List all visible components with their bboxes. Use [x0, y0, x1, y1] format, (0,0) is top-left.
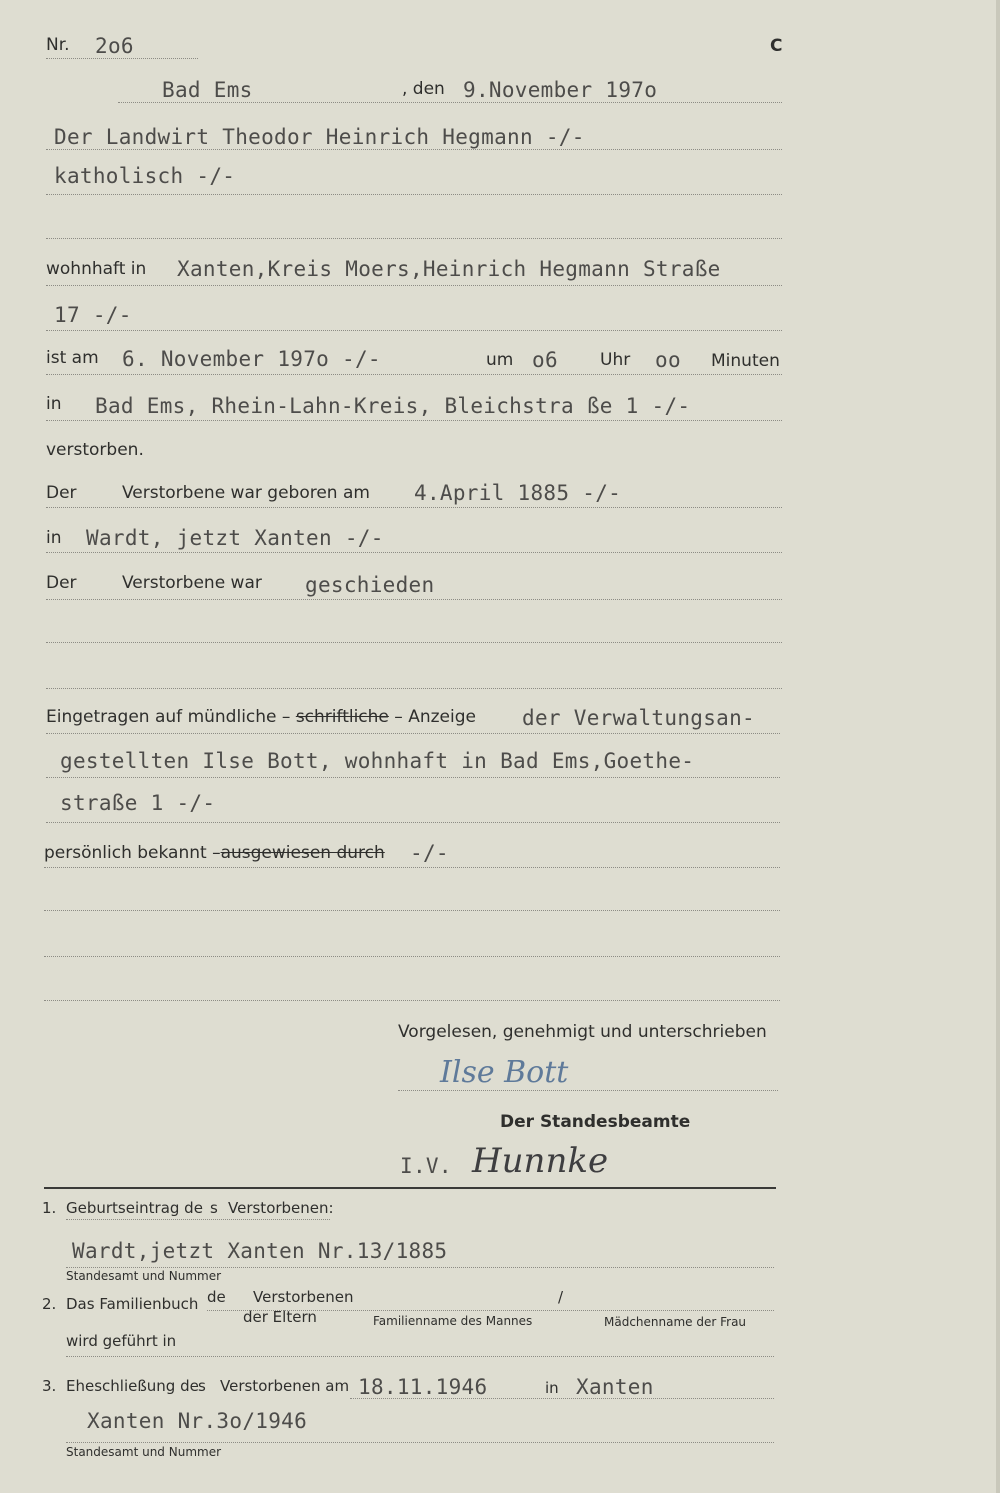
line [46, 552, 782, 553]
residence-line-2: 17 -/- [54, 303, 132, 327]
corner-letter: C [770, 36, 783, 56]
standesamt-caption-2: Standesamt und Nummer [66, 1445, 222, 1459]
residence-line-1: Xanten,Kreis Moers,Heinrich Hegmann Straße [177, 257, 721, 281]
identity-label-a: persönlich bekannt – [44, 843, 221, 863]
informant-line-3: straße 1 -/- [60, 791, 216, 815]
line [66, 1442, 774, 1443]
identity-label [44, 845, 385, 862]
marital-status: geschieden [305, 573, 435, 597]
informant-signature: Ilse Bott [440, 1055, 569, 1090]
standesamt-caption-1: Standesamt und Nummer [66, 1269, 222, 1283]
line [46, 599, 782, 600]
date-label: , den [402, 79, 445, 99]
signature-line [398, 1090, 778, 1091]
date-line [118, 102, 782, 103]
registrar-signature: Hunnke [472, 1141, 609, 1181]
death-hour: o6 [532, 348, 558, 372]
birth-register-entry: Wardt,jetzt Xanten Nr.13/1885 [72, 1239, 448, 1263]
um-label: um [486, 350, 514, 370]
page-edge [996, 0, 1000, 1493]
record-date: 9.November 197o [463, 78, 658, 102]
line [46, 777, 780, 778]
note-2-eltern: der Eltern [243, 1308, 317, 1326]
line [46, 822, 780, 823]
identity-label-struck: ausgewiesen durch [220, 843, 385, 863]
birth-der-label: Der [46, 483, 77, 503]
marriage-place: Xanten [576, 1375, 654, 1399]
uhr-label: Uhr [600, 350, 631, 370]
iv-label: I.V. [400, 1154, 452, 1178]
place-of-record: Bad Ems [162, 78, 253, 102]
note-3-in: in [545, 1379, 559, 1397]
line [46, 733, 780, 734]
deceased-line-1: Der Landwirt Theodor Heinrich Hegmann -/- [54, 125, 585, 149]
death-date: 6. November 197o -/- [122, 347, 381, 371]
informant-line-1: der Verwaltungsan- [522, 706, 755, 730]
note-2-slash: / [558, 1288, 564, 1306]
status-label: Verstorbene war [122, 573, 262, 593]
line [66, 1356, 774, 1357]
note-1-label-2: Verstorbenen: [228, 1199, 334, 1217]
note-2-gefuehrt: wird geführt in [66, 1332, 177, 1350]
entry-label [46, 709, 476, 726]
death-place: Bad Ems, Rhein-Lahn-Kreis, Bleichstra ße 1 -/- [95, 394, 691, 418]
deceased-line-2: katholisch -/- [54, 164, 236, 188]
line [44, 1000, 780, 1001]
residence-label: wohnhaft in [46, 259, 147, 279]
note-3-suffix: s [198, 1377, 206, 1395]
line [46, 194, 782, 195]
line [44, 867, 780, 868]
nr-label: Nr. [46, 35, 70, 55]
line [46, 149, 782, 150]
death-date-label: ist am [46, 348, 99, 368]
register-number: 2o6 [95, 34, 134, 58]
line [46, 374, 782, 375]
line [66, 1219, 330, 1220]
birth-label: Verstorbene war geboren am [122, 483, 370, 503]
line [46, 642, 782, 643]
marriage-date: 18.11.1946 [358, 1375, 488, 1399]
note-2-number: 2. [42, 1295, 57, 1313]
entry-label-b: – Anzeige [394, 707, 476, 727]
note-1-suffix: s [210, 1199, 218, 1217]
birth-place: Wardt, jetzt Xanten -/- [86, 526, 384, 550]
registrar-title: Der Standesbeamte [500, 1112, 691, 1132]
verstorben-label: verstorben. [46, 440, 144, 460]
marriage-register-entry: Xanten Nr.3o/1946 [87, 1409, 308, 1433]
note-3-label-2: Verstorbenen am [220, 1377, 350, 1395]
status-der-label: Der [46, 573, 77, 593]
entry-label-struck: schriftliche [295, 707, 389, 727]
line [46, 238, 782, 239]
death-minutes: oo [655, 348, 681, 372]
birth-date: 4.April 1885 -/- [414, 481, 622, 505]
informant-line-2: gestellten Ilse Bott, wohnhaft in Bad Ems,Goethe- [60, 749, 695, 773]
note-3-number: 3. [42, 1377, 57, 1395]
death-place-label: in [46, 394, 62, 414]
line [44, 956, 780, 957]
note-1-label: Geburtseintrag de [66, 1199, 203, 1217]
line [44, 910, 780, 911]
note-2-verstorbenen: Verstorbenen [253, 1288, 354, 1306]
familienname-caption: Familienname des Mannes [373, 1314, 533, 1328]
maedchenname-caption: Mädchenname der Frau [604, 1315, 747, 1329]
line [46, 507, 782, 508]
note-2-label: Das Familienbuch [66, 1295, 199, 1313]
note-3-label: Eheschließung de [66, 1377, 199, 1395]
separator-rule [44, 1187, 776, 1189]
read-approved-label: Vorgelesen, genehmigt und unterschrieben [398, 1022, 767, 1042]
minuten-label: Minuten [711, 351, 780, 371]
line [350, 1398, 774, 1399]
line [46, 330, 782, 331]
line [46, 688, 782, 689]
identity-value: -/- [410, 841, 449, 865]
nr-line [46, 58, 198, 59]
line [46, 285, 782, 286]
birth-place-label: in [46, 528, 62, 548]
entry-label-a: Eingetragen auf mündliche – [46, 707, 291, 727]
note-2-de: de [207, 1288, 226, 1306]
note-1-number: 1. [42, 1199, 57, 1217]
line [46, 420, 782, 421]
line [66, 1267, 774, 1268]
